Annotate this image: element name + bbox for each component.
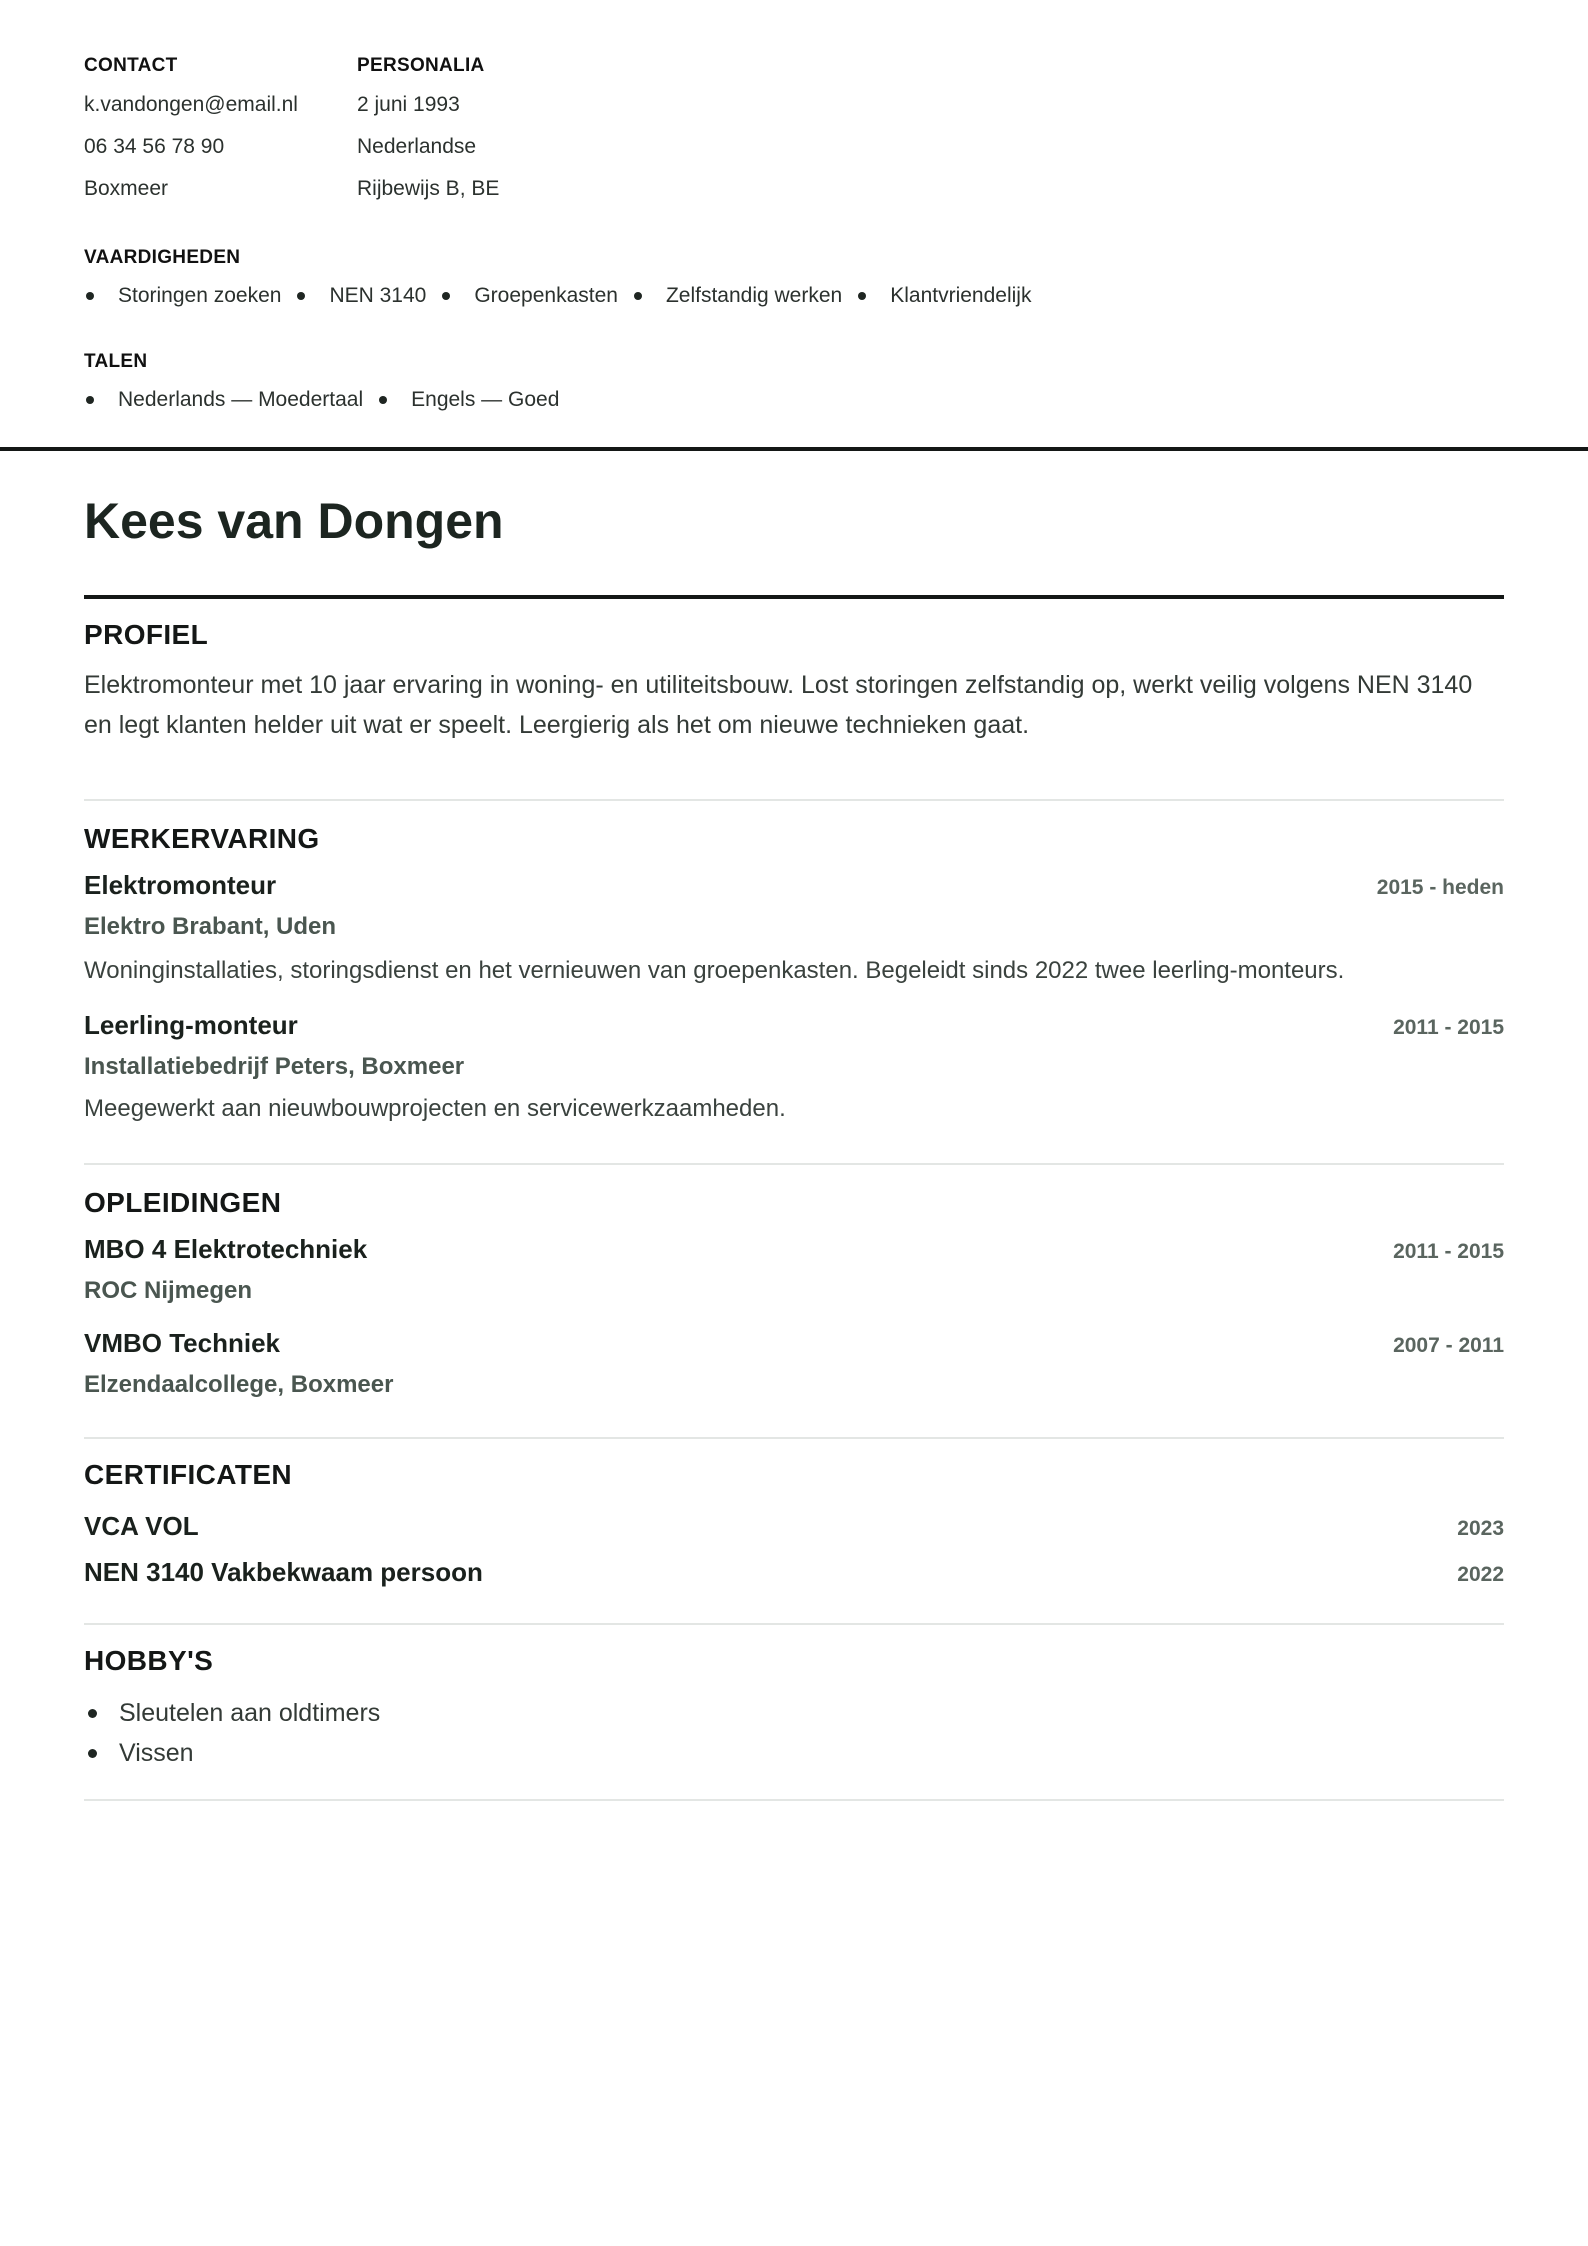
entry-company: Installatiebedrijf Peters, Boxmeer xyxy=(84,1053,465,1080)
bullet-icon xyxy=(442,292,450,300)
bullet-icon xyxy=(86,396,94,404)
certificate-title: VCA VOL xyxy=(84,1511,199,1541)
entry-school: Elzendaalcollege, Boxmeer xyxy=(84,1371,394,1398)
entry-title: VMBO Techniek xyxy=(84,1328,281,1358)
experience-entry xyxy=(84,1005,1504,1129)
entry-header xyxy=(84,1323,1504,1363)
contact-block xyxy=(84,52,357,210)
personalia-nationality: Nederlandse xyxy=(357,135,477,158)
hobbies-list xyxy=(84,1693,1504,1773)
personalia-license: Rijbewijs B, BE xyxy=(357,177,500,200)
entry-header xyxy=(84,1005,1504,1045)
entry-dates: 2011 - 2015 xyxy=(1393,1016,1504,1039)
languages-block xyxy=(84,348,573,418)
entry-dates: 2011 - 2015 xyxy=(1393,1240,1504,1263)
certificate-year: 2022 xyxy=(1457,1563,1504,1586)
candidate-name: Kees van Dongen xyxy=(84,493,504,549)
education-heading: OPLEIDINGEN xyxy=(84,1187,282,1218)
entry-header xyxy=(84,865,1504,905)
contact-heading: CONTACT xyxy=(84,55,178,76)
entry-dates: 2007 - 2011 xyxy=(1393,1334,1504,1357)
bullet-icon xyxy=(858,292,866,300)
contact-email: k.vandongen@email.nl xyxy=(84,93,298,116)
language-item xyxy=(84,388,363,412)
language-label: Nederlands — Moedertaal xyxy=(118,388,364,411)
languages-heading: TALEN xyxy=(84,351,148,372)
entry-company: Elektro Brabant, Uden xyxy=(84,913,337,940)
skill-label: NEN 3140 xyxy=(329,284,427,307)
skill-item xyxy=(440,284,618,308)
language-item xyxy=(377,388,559,412)
bullet-icon xyxy=(634,292,642,300)
personalia-heading: PERSONALIA xyxy=(357,55,485,76)
profile-text: Elektromonteur met 10 jaar ervaring in woning- en utiliteitsbouw. Lost storingen zelfstandig op, werkt veilig volgens NEN 3140 en legt klanten helder uit wat er speelt. Leergierig als het om nieuwe technieken gaat. xyxy=(84,671,1473,739)
skill-label: Zelfstandig werken xyxy=(665,284,843,307)
entry-school: ROC Nijmegen xyxy=(84,1277,253,1304)
profile-heading: PROFIEL xyxy=(84,619,209,650)
bullet-icon xyxy=(379,396,387,404)
personalia-block xyxy=(357,52,630,210)
contact-personalia-row xyxy=(84,52,630,210)
section-divider xyxy=(84,1623,1504,1625)
experience-heading: WERKERVARING xyxy=(84,823,320,854)
section-divider xyxy=(84,1163,1504,1165)
section-divider xyxy=(84,799,1504,801)
entry-description: Meegewerkt aan nieuwbouwprojecten en servicewerkzaamheden. xyxy=(84,1095,786,1122)
profile-section xyxy=(84,615,1504,745)
list-item xyxy=(84,1733,1504,1773)
personalia-birthdate: 2 juni 1993 xyxy=(357,93,460,116)
bullet-icon xyxy=(297,292,305,300)
entry-title: Elektromonteur xyxy=(84,870,277,900)
hobby-label: Sleutelen aan oldtimers xyxy=(119,1698,381,1727)
experience-entry xyxy=(84,865,1504,993)
section-divider xyxy=(84,1437,1504,1439)
skill-item xyxy=(84,284,281,308)
entry-title: MBO 4 Elektrotechniek xyxy=(84,1234,368,1264)
certificate-entry xyxy=(84,1549,1504,1595)
entry-dates: 2015 - heden xyxy=(1376,876,1504,899)
education-entry xyxy=(84,1229,1504,1313)
bullet-icon xyxy=(88,1709,97,1718)
contact-phone: 06 34 56 78 90 xyxy=(84,135,225,158)
education-section xyxy=(84,1183,1504,1407)
language-label: Engels — Goed xyxy=(411,388,560,411)
skills-heading: VAARDIGHEDEN xyxy=(84,247,241,268)
section-divider xyxy=(84,1799,1504,1801)
hobby-label: Vissen xyxy=(119,1738,194,1767)
hobbies-heading: HOBBY'S xyxy=(84,1645,214,1676)
certificate-title: NEN 3140 Vakbekwaam persoon xyxy=(84,1557,483,1587)
skill-item xyxy=(632,284,842,308)
entry-header xyxy=(84,1229,1504,1269)
skill-item xyxy=(856,284,1031,308)
hobbies-section xyxy=(84,1641,1504,1773)
entry-description: Woninginstallaties, storingsdienst en het vernieuwen van groepenkasten. Begeleidt sinds 2022 twee leerling-monteurs. xyxy=(84,957,1345,984)
bullet-icon xyxy=(88,1749,97,1758)
skills-block xyxy=(84,244,1045,314)
skill-label: Groepenkasten xyxy=(474,284,618,307)
list-item xyxy=(84,1693,1504,1733)
bullet-icon xyxy=(86,292,94,300)
entry-title: Leerling-monteur xyxy=(84,1010,298,1040)
contact-city: Boxmeer xyxy=(84,177,169,200)
certificate-year: 2023 xyxy=(1457,1517,1504,1540)
experience-section xyxy=(84,819,1504,1129)
certificates-heading: CERTIFICATEN xyxy=(84,1459,293,1490)
education-entry xyxy=(84,1323,1504,1407)
skill-item xyxy=(295,284,426,308)
languages-list xyxy=(84,382,573,418)
header-divider xyxy=(0,447,1588,451)
certificate-entry xyxy=(84,1503,1504,1549)
skill-label: Klantvriendelijk xyxy=(890,284,1032,307)
name-divider xyxy=(84,595,1504,599)
skill-label: Storingen zoeken xyxy=(118,284,282,307)
skills-list xyxy=(84,278,1045,314)
certificates-section xyxy=(84,1455,1504,1595)
